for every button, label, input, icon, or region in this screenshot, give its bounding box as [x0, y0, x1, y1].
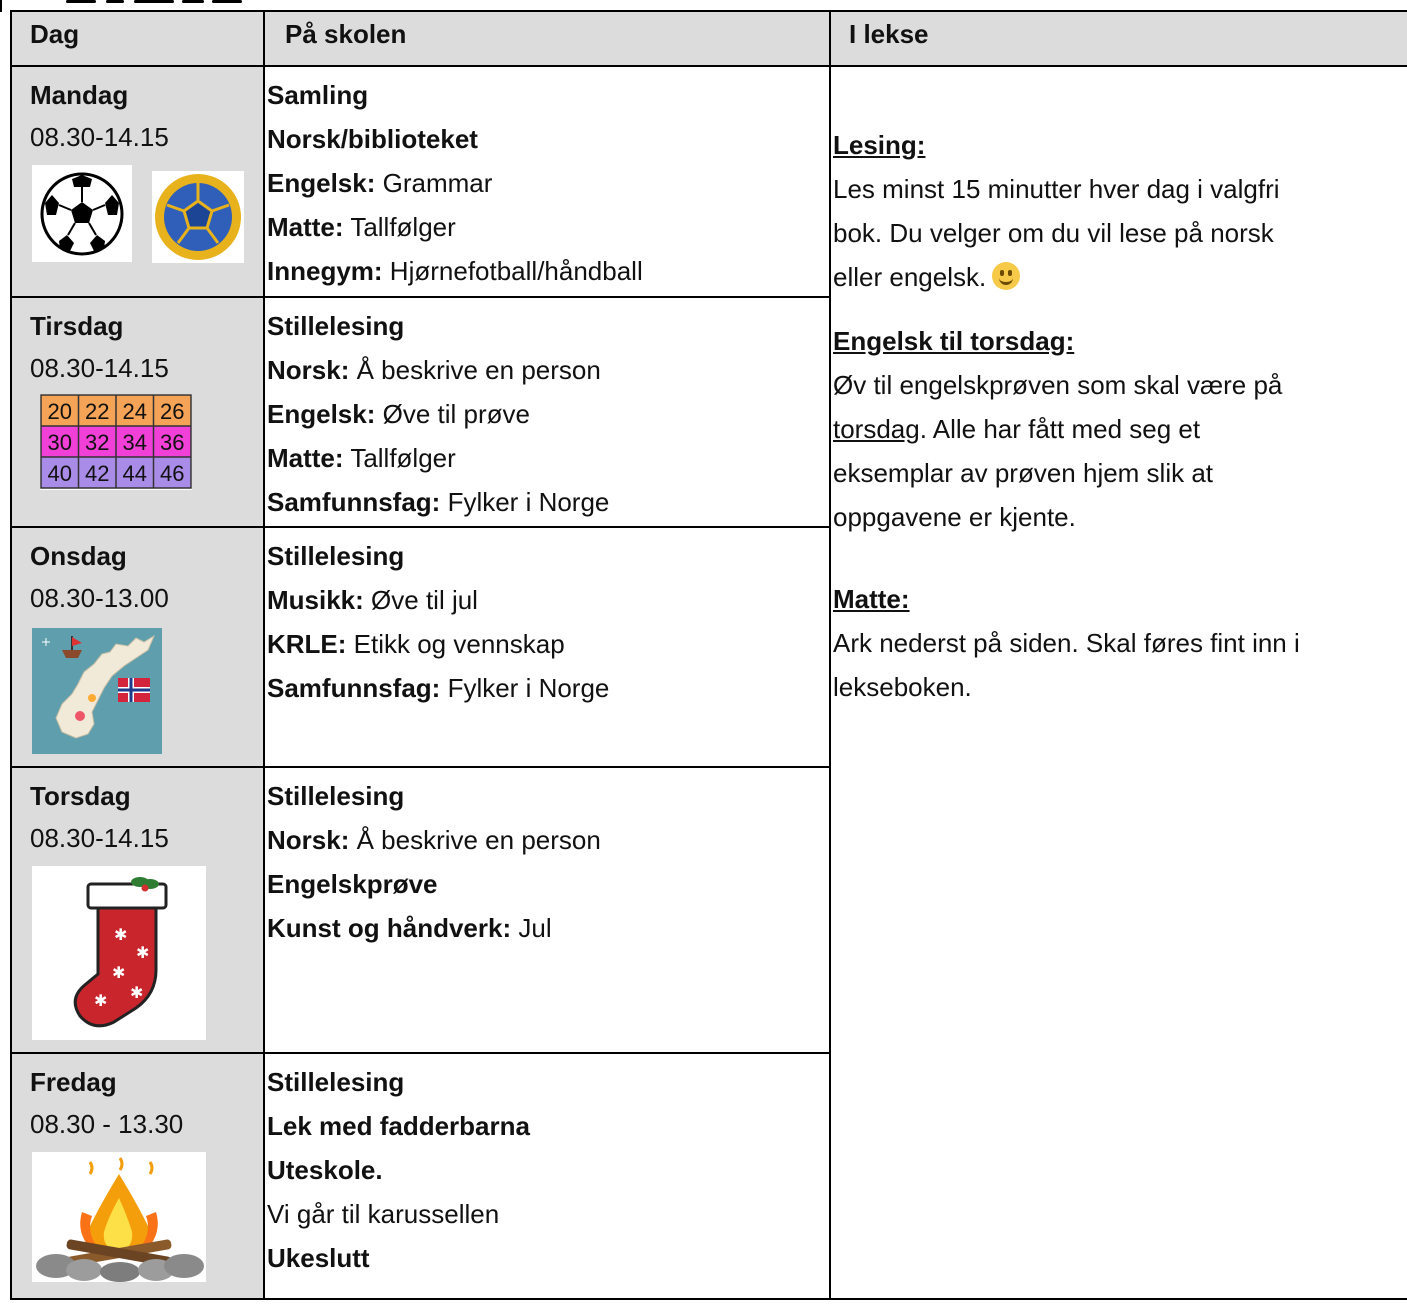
- header-homework-label: I lekse: [849, 19, 929, 49]
- math-text-line: Ark nederst på siden. Skal føres fint inn i: [833, 628, 1300, 658]
- english-text-line: Øv til engelskprøven som skal være på: [833, 370, 1283, 400]
- number-grid-cell: 32: [85, 430, 110, 455]
- lessons-cell: [264, 1053, 830, 1299]
- english-title: Engelsk til torsdag:: [833, 326, 1075, 356]
- lesson-line: Innegym: Hjørnefotball/håndball: [267, 256, 643, 286]
- campfire-icon: [32, 1152, 206, 1282]
- lesson-line: Stillelesing: [267, 781, 405, 811]
- lesson-line: Matte: Tallfølger: [267, 443, 456, 473]
- lessons-cell: [264, 66, 830, 297]
- svg-text:✱: ✱: [114, 925, 128, 944]
- cropped-title-fragment: [62, 0, 247, 3]
- lesson-line: Norsk: Å beskrive en person: [267, 355, 601, 385]
- day-cell: [11, 1053, 264, 1299]
- day-cell: [11, 66, 264, 297]
- svg-text:✱: ✱: [112, 963, 126, 982]
- norway-map-icon: [32, 628, 162, 754]
- reading-text-line: bok. Du velger om du vil lese på norsk: [833, 218, 1274, 248]
- homework-reading: [833, 123, 1390, 299]
- day-time: 08.30-13.00: [30, 583, 169, 613]
- lesson-line: Engelsk: Grammar: [267, 168, 493, 198]
- lesson-line: Samling: [267, 80, 369, 110]
- day-time: 08.30-14.15: [30, 823, 169, 853]
- lesson-line: Vi går til karussellen: [267, 1199, 500, 1229]
- lessons-cell: [264, 527, 830, 767]
- header-day: [11, 11, 264, 66]
- day-cell: [11, 297, 264, 527]
- number-grid-cell: 36: [160, 430, 185, 455]
- lesson-line: Musikk: Øve til jul: [267, 585, 478, 615]
- math-title: Matte:: [833, 584, 910, 614]
- number-grid-cell: 24: [122, 399, 147, 424]
- handball-icon: [152, 171, 244, 263]
- table-header-row: [11, 11, 1407, 66]
- day-name: Mandag: [30, 80, 129, 110]
- number-grid-cell: 46: [160, 461, 185, 486]
- christmas-stocking-icon: [32, 866, 206, 1040]
- svg-text:✱: ✱: [136, 943, 150, 962]
- smiley-icon: [992, 262, 1020, 290]
- english-text-line: oppgavene er kjente.: [833, 502, 1076, 532]
- number-grid-cell: 44: [122, 461, 147, 486]
- day-name: Tirsdag: [30, 311, 124, 341]
- lesson-line: Engelsk: Øve til prøve: [267, 399, 530, 429]
- soccer-ball-icon: [32, 165, 132, 262]
- header-day-label: Dag: [30, 19, 80, 49]
- lesson-line: Kunst og håndverk: Jul: [267, 913, 552, 943]
- lesson-line: Norsk: Å beskrive en person: [267, 825, 601, 855]
- lesson-line: KRLE: Etikk og vennskap: [267, 629, 565, 659]
- day-name: Fredag: [30, 1067, 117, 1097]
- number-grid-cell: 20: [47, 399, 72, 424]
- lesson-line: Engelskprøve: [267, 869, 438, 899]
- homework-math: [833, 577, 1390, 709]
- number-grid-cell: 42: [85, 461, 110, 486]
- table-row-mandag: [11, 66, 1407, 297]
- lesson-line: Ukeslutt: [267, 1243, 370, 1273]
- weekly-plan-table: [10, 10, 1407, 1300]
- day-cell: [11, 767, 264, 1053]
- reading-text-line: eller engelsk.: [833, 255, 1390, 299]
- header-homework: [830, 11, 1407, 66]
- day-name: Torsdag: [30, 781, 131, 811]
- lessons-cell: [264, 767, 830, 1053]
- number-sequence-icon: [40, 394, 192, 490]
- header-school: [264, 11, 830, 66]
- svg-text:✱: ✱: [94, 991, 108, 1010]
- lessons-cell: [264, 297, 830, 527]
- day-time: 08.30 - 13.30: [30, 1109, 184, 1139]
- lesson-line: Samfunnsfag: Fylker i Norge: [267, 673, 610, 703]
- lesson-line: Norsk/biblioteket: [267, 124, 478, 154]
- homework-english: [833, 319, 1390, 539]
- number-grid-cell: 22: [85, 399, 110, 424]
- math-text-line: lekseboken.: [833, 672, 972, 702]
- lesson-line: Samfunnsfag: Fylker i Norge: [267, 487, 610, 517]
- number-grid-cell: 26: [160, 399, 185, 424]
- day-time: 08.30-14.15: [30, 122, 169, 152]
- lesson-line: Stillelesing: [267, 1067, 405, 1097]
- homework-cell: [830, 66, 1407, 1299]
- lesson-line: Matte: Tallfølger: [267, 212, 456, 242]
- number-grid-cell: 34: [122, 430, 147, 455]
- lesson-line: Stillelesing: [267, 311, 405, 341]
- day-cell: [11, 527, 264, 767]
- english-text-line: eksemplar av prøven hjem slik at: [833, 458, 1214, 488]
- lesson-line: Stillelesing: [267, 541, 405, 571]
- reading-text-line: Les minst 15 minutter hver dag i valgfri: [833, 174, 1280, 204]
- day-name: Onsdag: [30, 541, 127, 571]
- lesson-line: Lek med fadderbarna: [267, 1111, 530, 1141]
- number-grid-cell: 30: [47, 430, 72, 455]
- svg-text:✱: ✱: [130, 983, 144, 1002]
- reading-title: Lesing:: [833, 130, 926, 160]
- header-school-label: På skolen: [285, 19, 407, 49]
- english-text-line: torsdag. Alle har fått med seg et: [833, 414, 1201, 444]
- day-time: 08.30-14.15: [30, 353, 169, 383]
- number-grid-cell: 40: [47, 461, 72, 486]
- lesson-line: Uteskole.: [267, 1155, 383, 1185]
